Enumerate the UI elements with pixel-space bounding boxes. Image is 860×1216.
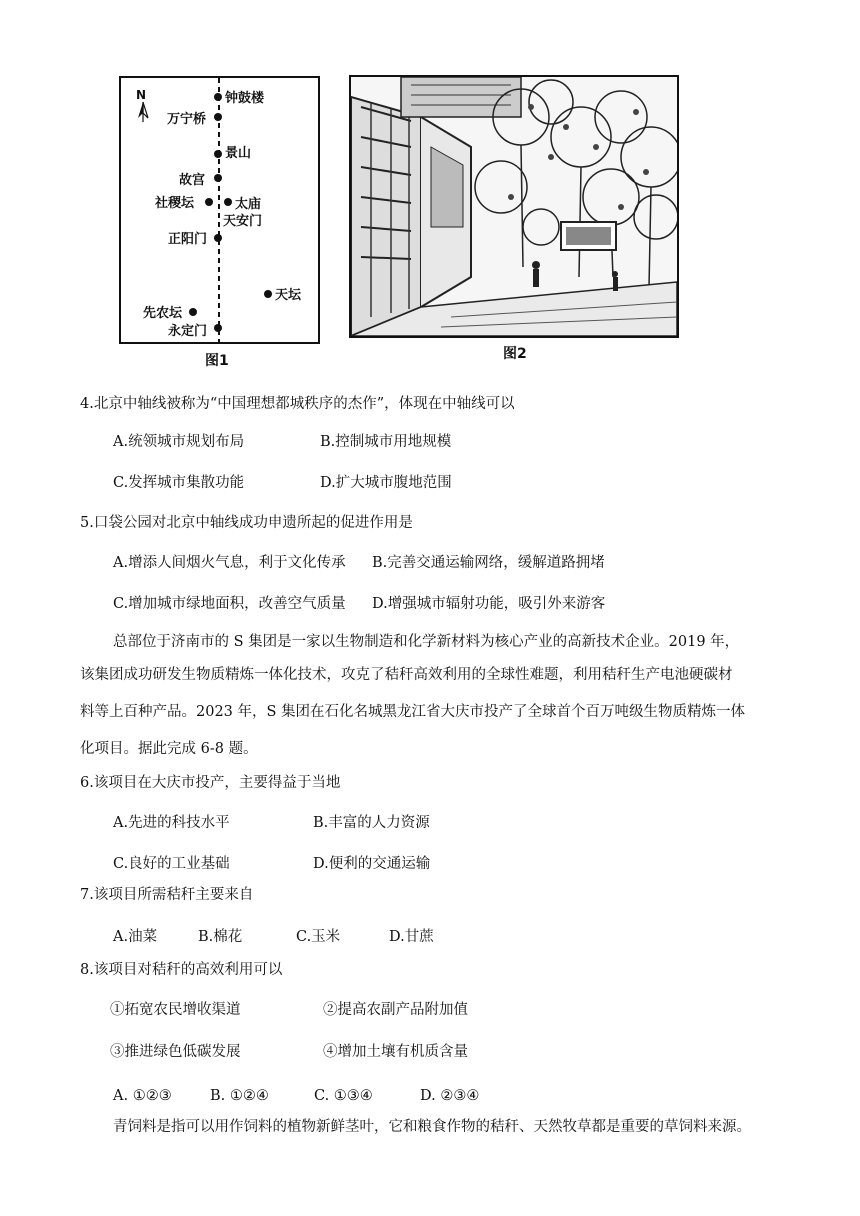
north-arrow-icon: [135, 100, 151, 124]
north-label: N: [136, 88, 147, 102]
place-dot: [214, 324, 222, 332]
q5-option-a: A.增添人间烟火气息，利于文化传承: [113, 555, 346, 571]
question-4-stem: 4.北京中轴线被称为“中国理想都城秩序的杰作”，体现在中轴线可以: [80, 396, 515, 412]
place-dot: [205, 198, 213, 206]
place-dot: [189, 308, 197, 316]
q5-option-d: D.增强城市辐射功能，吸引外来游客: [372, 596, 606, 612]
passage-1-line-2: 该集团成功研发生物质精炼一体化技术，攻克了秸秆高效利用的全球性难题，利用秸秆生产电池硬碳材: [80, 667, 733, 683]
q8-option-c: C. ①③④: [314, 1088, 373, 1104]
label-gugong: 故宫: [179, 173, 206, 188]
label-xiannongtan: 先农坛: [143, 306, 183, 321]
q5-option-c: C.增加城市绿地面积，改善空气质量: [113, 596, 346, 612]
place-dot: [264, 290, 272, 298]
q4-option-d: D.扩大城市腹地范围: [320, 475, 452, 491]
q4-option-a: A.统领城市规划布局: [113, 434, 245, 450]
label-taimiao: 太庙: [235, 197, 262, 212]
passage-1-line-1: 总部位于济南市的 S 集团是一家以生物制造和化学新材料为核心产业的高新技术企业。2019 年，: [113, 634, 740, 650]
north-arrow: [135, 88, 151, 122]
place-dot: [224, 198, 232, 206]
passage-1-line-4: 化项目。据此完成 6-8 题。: [80, 741, 258, 757]
question-5-stem: 5.口袋公园对北京中轴线成功申遗所起的促进作用是: [80, 515, 413, 531]
q7-option-a: A.油菜: [113, 929, 158, 945]
q6-option-c: C.良好的工业基础: [113, 856, 230, 872]
q7-option-d: D.甘蔗: [389, 929, 434, 945]
figure2-photo: [349, 75, 679, 338]
label-wanningqiao: 万宁桥: [167, 112, 207, 127]
q5-option-b: B.完善交通运输网络，缓解道路拥堵: [372, 555, 605, 571]
label-tiananmen: 天安门: [223, 214, 263, 229]
question-7-stem: 7.该项目所需秸秆主要来自: [80, 887, 254, 903]
place-dot: [214, 234, 222, 242]
q8-item-3: ③推进绿色低碳发展: [110, 1044, 241, 1060]
place-dot: [214, 93, 222, 101]
figure1-map: [119, 76, 320, 344]
q8-item-1: ①拓宽农民增收渠道: [110, 1002, 241, 1018]
label-yongdingmen: 永定门: [168, 324, 208, 339]
pocket-park-sketch: [351, 77, 677, 336]
q6-option-d: D.便利的交通运输: [313, 856, 431, 872]
label-shejitan: 社稷坛: [155, 196, 195, 211]
place-dot: [214, 174, 222, 182]
q8-option-d: D. ②③④: [420, 1088, 480, 1104]
q8-item-4: ④增加土壤有机质含量: [323, 1044, 468, 1060]
figure1-caption: 图1: [205, 353, 229, 369]
q8-item-2: ②提高农副产品附加值: [323, 1002, 468, 1018]
q8-option-a: A. ①②③: [113, 1088, 172, 1104]
label-jingshan: 景山: [225, 146, 252, 161]
q7-option-b: B.棉花: [198, 929, 243, 945]
label-tiantan: 天坛: [275, 288, 302, 303]
question-6-stem: 6.该项目在大庆市投产，主要得益于当地: [80, 775, 341, 791]
q4-option-b: B.控制城市用地规模: [320, 434, 452, 450]
question-8-stem: 8.该项目对秸秆的高效利用可以: [80, 962, 283, 978]
figure2-caption: 图2: [503, 346, 527, 362]
q6-option-b: B.丰富的人力资源: [313, 815, 430, 831]
passage-1-line-3: 料等上百种产品。2023 年，S 集团在石化名城黑龙江省大庆市投产了全球首个百万吨级生物质精炼一体: [80, 704, 746, 720]
label-zhonggulou: 钟鼓楼: [225, 91, 265, 106]
label-zhengyangmen: 正阳门: [168, 232, 208, 247]
place-dot: [214, 113, 222, 121]
q7-option-c: C.玉米: [296, 929, 341, 945]
q6-option-a: A.先进的科技水平: [113, 815, 230, 831]
passage-2-line-1: 青饲料是指可以用作饲料的植物新鲜茎叶，它和粮食作物的秸秆、天然牧草都是重要的草饲料来源。: [113, 1119, 751, 1135]
q8-option-b: B. ①②④: [210, 1088, 269, 1104]
place-dot: [214, 150, 222, 158]
q4-option-c: C.发挥城市集散功能: [113, 475, 245, 491]
